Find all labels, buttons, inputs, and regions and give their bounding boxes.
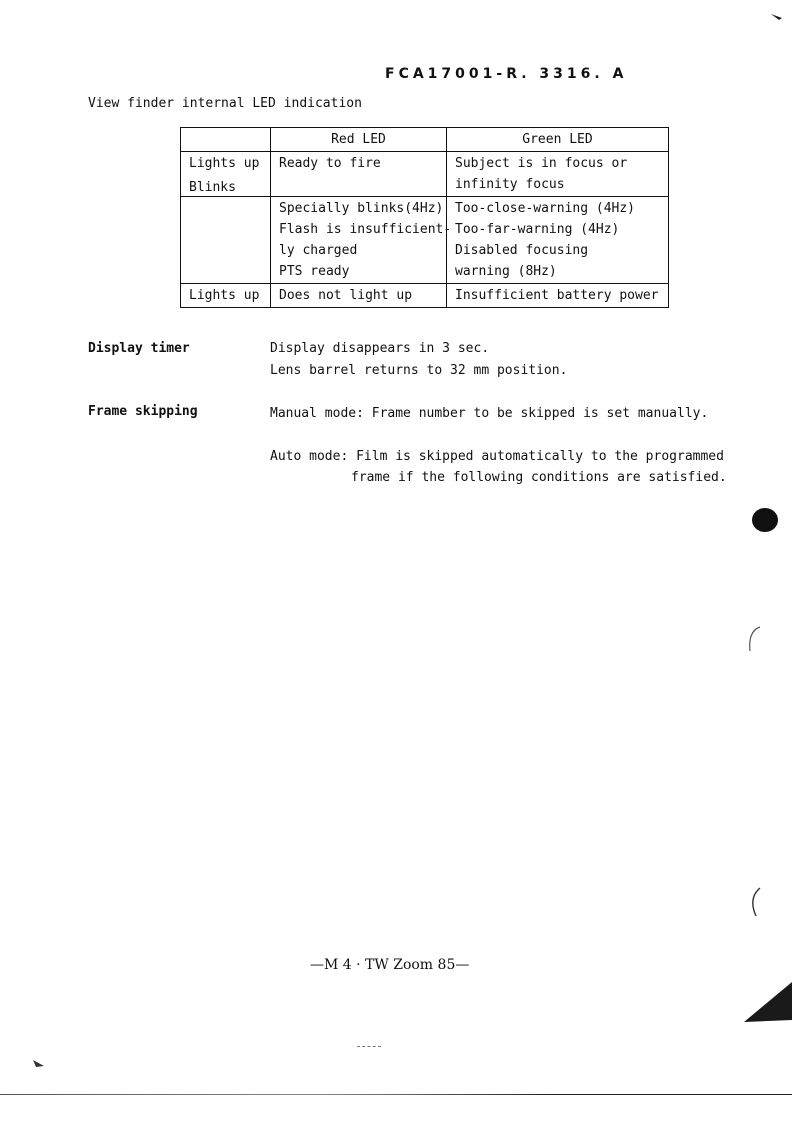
scan-edge-line	[0, 1094, 792, 1095]
cell-line: Subject is in focus or	[455, 156, 628, 171]
table-header-row	[181, 128, 669, 152]
cell-line: Ready to fire	[279, 156, 381, 171]
red-led-cell	[271, 152, 447, 197]
cell-line: Specially blinks(4Hz)	[279, 201, 444, 216]
cell-line: ly charged	[279, 243, 358, 258]
cell-line: Does not light up	[279, 288, 413, 303]
scan-artifact-dash	[357, 1046, 381, 1048]
green-led-cell	[447, 284, 669, 308]
scan-artifact-arc	[746, 886, 766, 918]
auto-mode-text: Auto mode: Film is skipped automatically to the programmed	[270, 449, 724, 464]
cell-line: Disabled focusing	[455, 243, 589, 258]
red-led-cell	[271, 284, 447, 308]
cell-line: PTS ready	[279, 264, 350, 279]
cell-line: Too-far-warning (4Hz)	[455, 222, 620, 237]
cell-line: warning (8Hz)	[455, 264, 557, 279]
table-row-lights-up-battery	[181, 284, 669, 308]
table-row-blinks	[181, 197, 669, 284]
led-indication-table	[180, 127, 669, 308]
document-number: FCA17001-R. 3316. A	[385, 66, 628, 82]
scan-artifact-triangle	[742, 980, 792, 1024]
scan-artifact-top-right	[770, 12, 784, 22]
cell-line: Insufficient battery power	[455, 288, 659, 303]
red-led-cell	[271, 197, 452, 284]
green-led-cell	[447, 197, 669, 284]
state-cell: Lights up	[181, 284, 271, 308]
auto-mode-text-continued: frame if the following conditions are satisfied.	[351, 470, 727, 485]
state-label: Blinks	[189, 180, 236, 195]
cell-line: Too-close-warning (4Hz)	[455, 201, 636, 216]
display-timer-line: Display disappears in 3 sec.	[270, 341, 490, 356]
state-cell: Lights up	[181, 152, 271, 197]
header-cell-red-led: Red LED	[271, 128, 447, 152]
display-timer-line: Lens barrel returns to 32 mm position.	[270, 363, 568, 378]
scan-artifact-corner	[32, 1058, 56, 1074]
frame-skipping-label: Frame skipping	[88, 404, 198, 419]
page-footer: —M 4 · TW Zoom 85—	[310, 957, 470, 973]
header-cell-green-led: Green LED	[447, 128, 669, 152]
manual-mode-text: Manual mode: Frame number to be skipped is set manually.	[270, 406, 709, 421]
cell-line: Flash is insufficient-	[279, 222, 452, 237]
led-section-title: View finder internal LED indication	[88, 96, 362, 111]
header-cell-empty	[181, 128, 271, 152]
green-led-cell	[447, 152, 669, 197]
cell-line: infinity focus	[455, 177, 565, 192]
scan-artifact-arc	[744, 625, 764, 655]
state-cell	[181, 180, 271, 284]
display-timer-label: Display timer	[88, 341, 190, 356]
scan-artifact-blob	[752, 508, 778, 532]
